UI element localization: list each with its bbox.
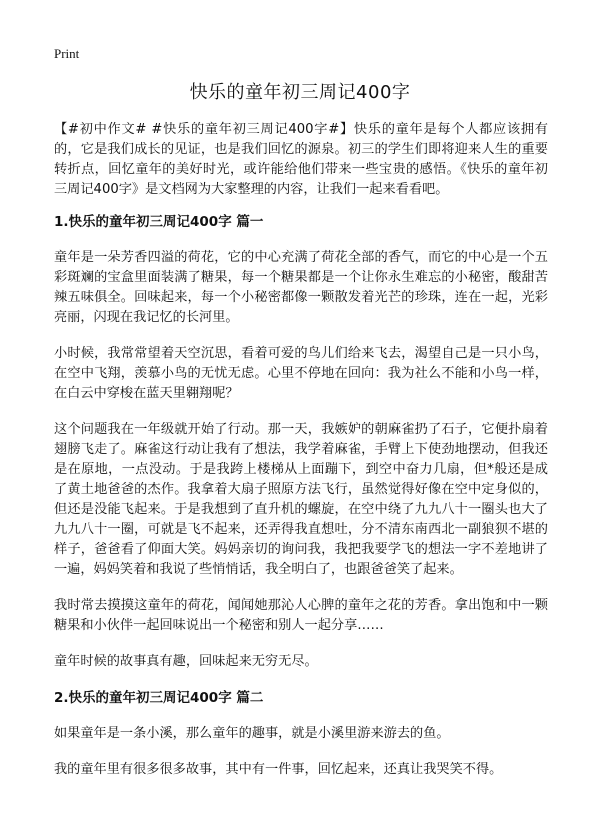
section-1-paragraph-4: 我时常去摸摸这童年的荷花，闻闻她那沁人心脾的童年之花的芳香。拿出饱和中一颗糖果和小伙伴一起回味说出一个秘密和别人一起分享…… <box>54 598 548 633</box>
document-title: 快乐的童年初三周记400字 <box>189 82 411 103</box>
section-1-paragraph-5: 童年时候的故事真有趣，回味起来无穷无尽。 <box>54 654 318 669</box>
intro-paragraph: 【#初中作文# #快乐的童年初三周记400字#】快乐的童年是每个人都应该拥有的，它是我们成长的见证，也是我们回忆的源泉。初三的学生们即将迎来人生的重要转折点，回忆童年的美好时光，或许能给他们带来一些宝贵的感悟。《快乐的童年初三周记400字》是文档网为大家整理的内容，让我们一起来看看吧。 <box>54 122 548 197</box>
section-2-paragraph-1: 如果童年是一条小溪，那么童年的趣事，就是小溪里游来游去的鱼。 <box>54 726 450 741</box>
section-heading-1: 1.快乐的童年初三周记400字 篇一 <box>54 214 264 230</box>
section-1-paragraph-1: 童年是一朵芳香四溢的荷花，它的中心充满了荷花全部的香气，而它的中心是一个五彩斑斓的宝盒里面装满了糖果，每一个糖果都是一个让你永生难忘的小秘密，酸甜苦辣五味俱全。回味起来，每一个小秘密都像一颗散发着光芒的珍珠，连在一起，光彩亮丽，闪现在我记忆的长河里。 <box>54 250 548 325</box>
section-2-paragraph-2: 我的童年里有很多很多故事，其中有一件事，回忆起来，还真让我哭笑不得。 <box>54 762 503 777</box>
section-1-paragraph-3: 这个问题我在一年级就开始了行动。那一天，我嫉妒的朝麻雀扔了石子，它便扑扇着翅膀飞走了。麻雀这行动让我有了想法，我学着麻雀，手臂上下使劲地摆动，但我还是在原地，一点没动。于是我跨上楼梯从上面蹦下，到空中奋力几扇，但*般还是成了黄土地爸爸的杰作。我拿着大扇子照原方法飞行，虽然觉得好像在空中定身似的，但还是没能飞起来。于是我想到了直升机的螺旋，在空中绕了九九八十一圈头也大了九九八十一圈，可就是飞不起来，还弄得我直想吐，分不清东南西北一副狼狈不堪的样子，爸爸看了仰面大笑。妈妈亲切的询问我，我把我要学飞的想法一字不差地讲了一遍，妈妈笑着和我说了些悄悄话，我全明白了，也跟爸爸笑了起来。 <box>54 422 548 577</box>
print-label: Print <box>54 46 80 61</box>
document-body <box>54 120 548 796</box>
section-1-paragraph-2: 小时候，我常常望着天空沉思，看着可爱的鸟儿们给来飞去，渴望自己是一只小鸟，在空中飞翔，羡慕小鸟的无忧无虑。心里不停地在回向：我为社么不能和小鸟一样，在白云中穿梭在蓝天里翱翔呢？ <box>54 346 548 401</box>
section-heading-2: 2.快乐的童年初三周记400字 篇二 <box>54 690 264 706</box>
